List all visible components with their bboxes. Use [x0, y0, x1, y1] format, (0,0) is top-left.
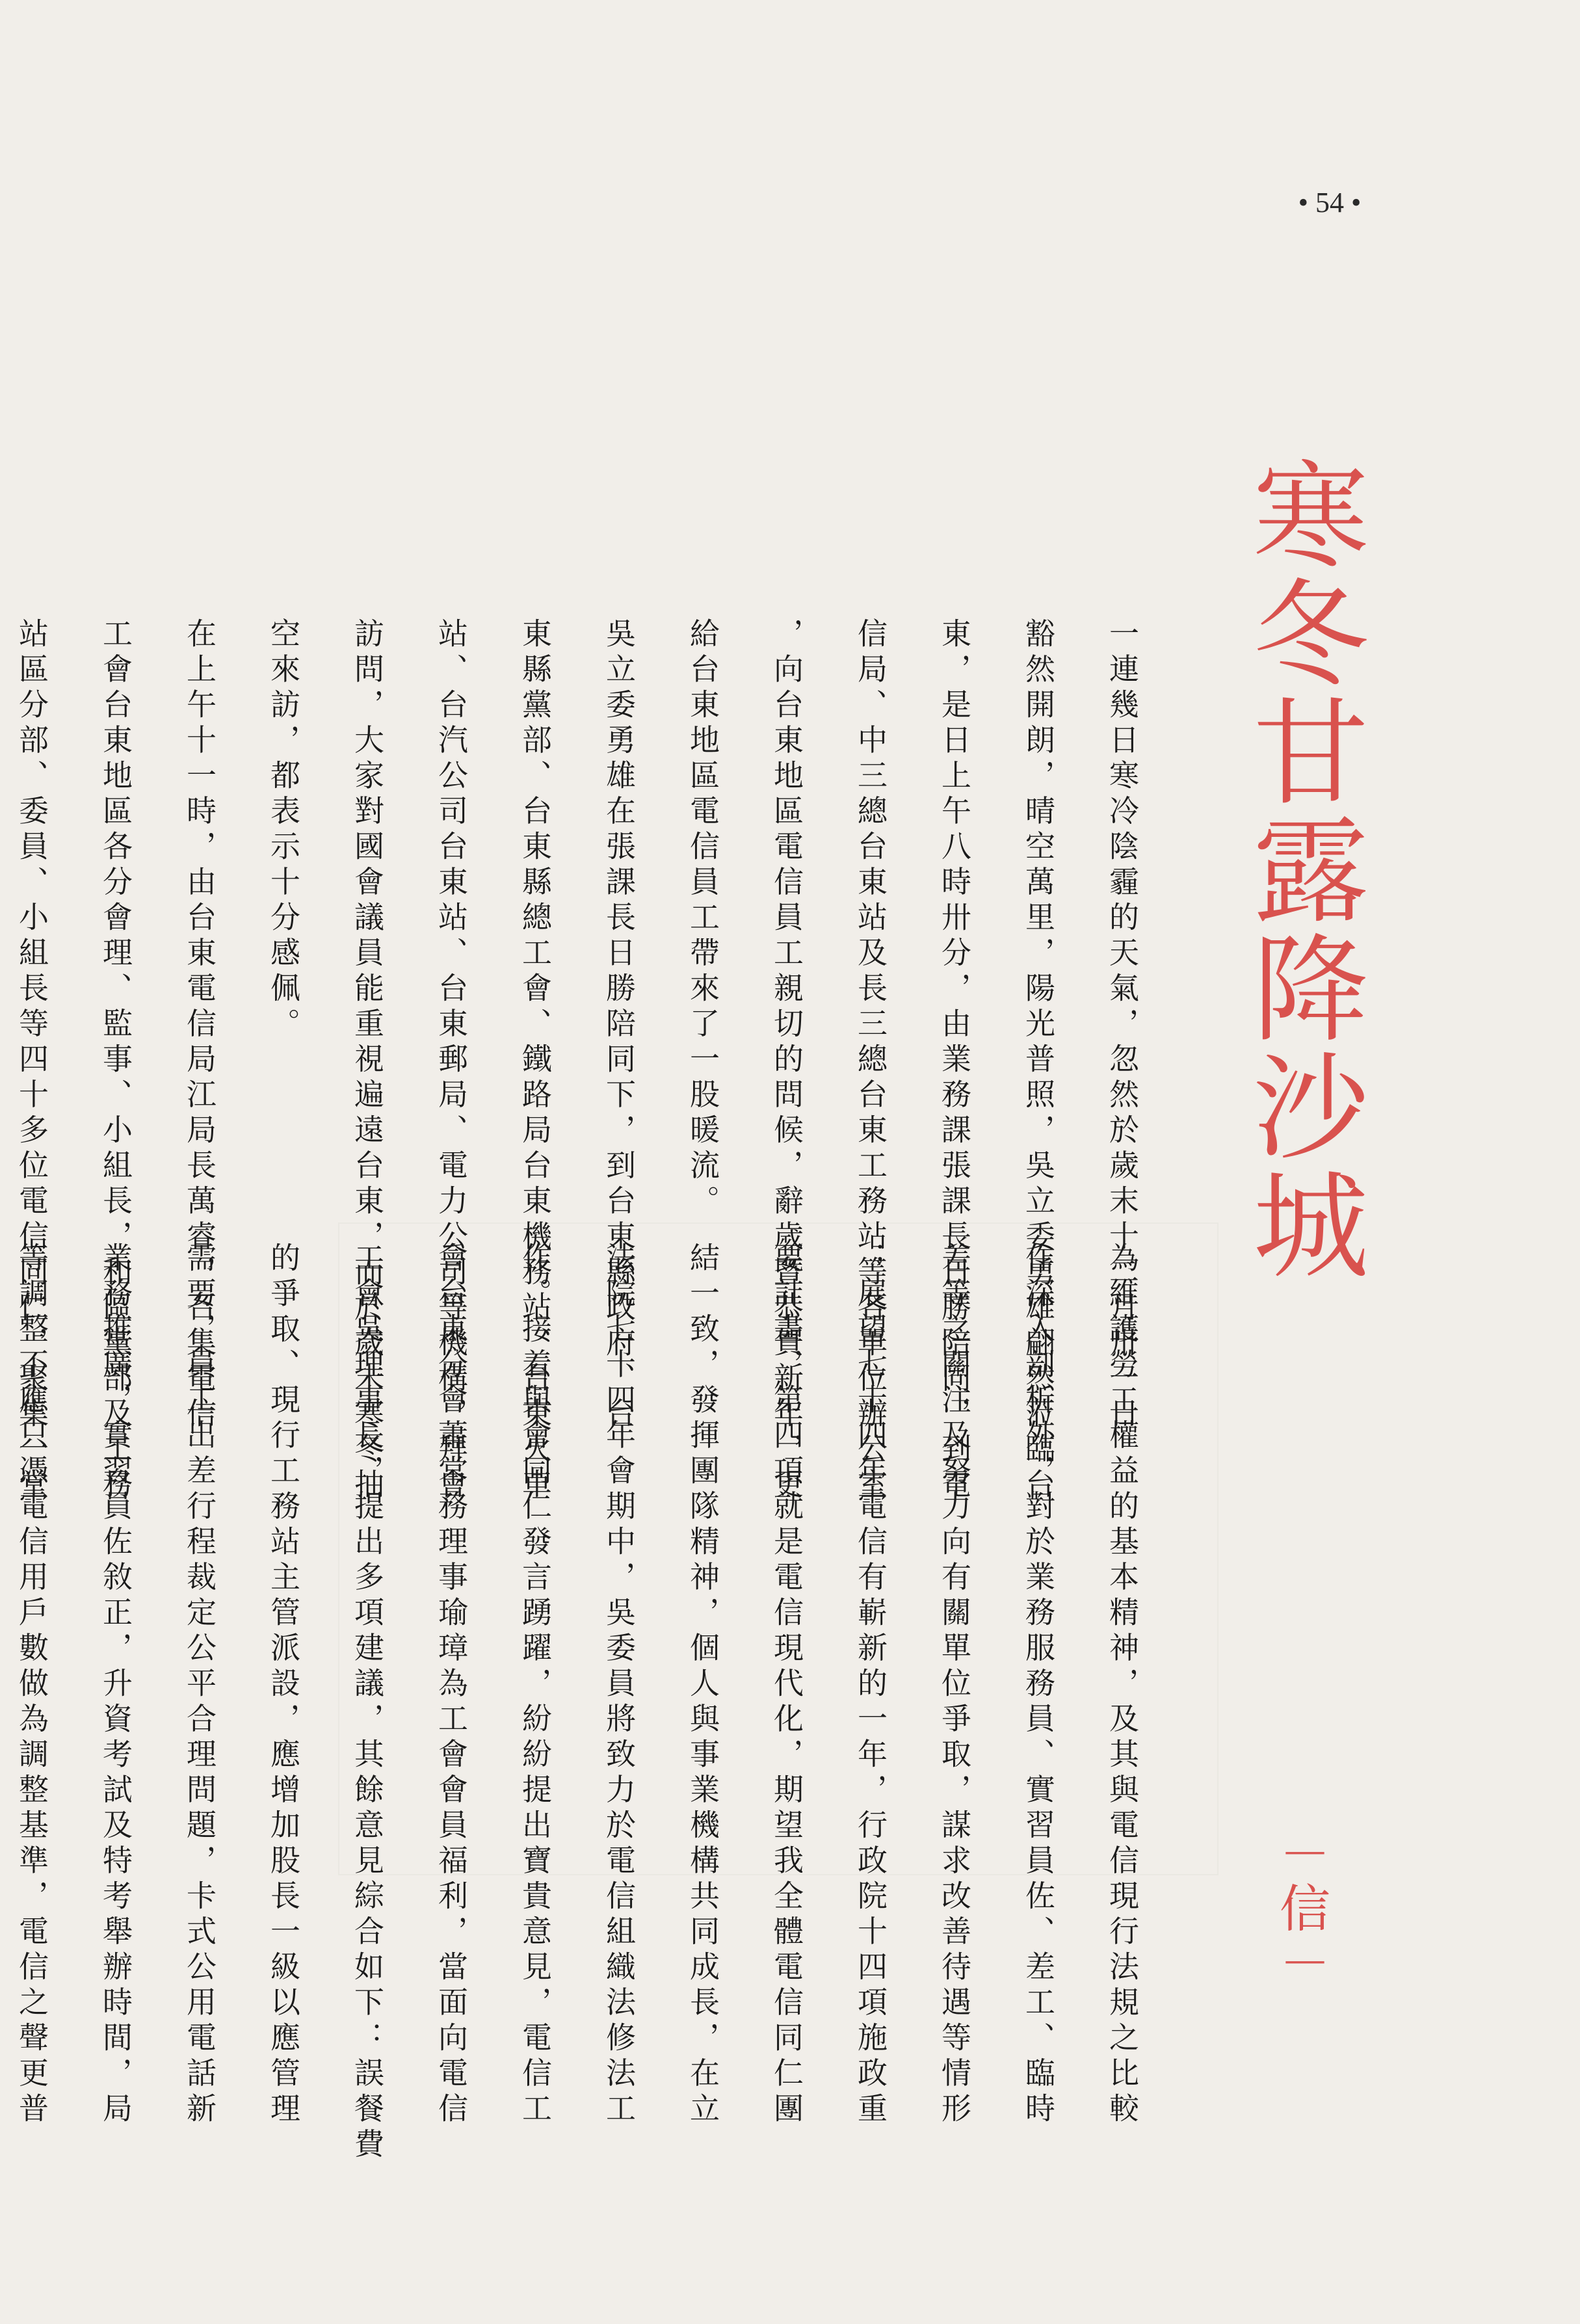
body-line: 東，是日上午八時卅分，由業務課張課長日勝陪同，到電 [937, 618, 972, 1504]
body-line: 站、台汽公司台東站、台東郵局、電力公司等機構，拜會 [434, 618, 469, 1504]
body-line: 會台東分會蕭常務理事瑜璋為工會會員福利，當面向電信 [434, 1242, 469, 2128]
body-line: 差等之關注及努力向有關單位爭取，謀求改善待遇等情形 [937, 1242, 972, 2128]
body-line: 法院七十四年會期中，吳委員將致力於電信組織法修法工 [601, 1242, 637, 2128]
article-author: －信－ [1271, 1827, 1330, 1991]
body-line: 給台東地區電信員工帶來了一股暖流。 [685, 618, 720, 1221]
body-line: 空來訪，都表示十分感佩。 [266, 618, 301, 1043]
article-title: 寒冬甘露降沙城 [1233, 455, 1368, 1284]
article-body-upper [14, 618, 1164, 1504]
page-number: • 54 • [1298, 187, 1362, 218]
body-line: 結一致，發揮團隊精神，個人與事業機構共同成長，在立 [685, 1242, 720, 2128]
body-line: 東縣黨部、台東縣總工會、鐵路局台東機務站、台東火車 [518, 618, 553, 1504]
body-line: 在上午十一時，由台東電信局江局長萬睿，召集電信 [182, 618, 217, 1433]
body-line: 業務推廣，實習員佐敘正，升資考試及特考舉辦時間，局 [98, 1242, 133, 2128]
body-line: 豁然開朗，晴空萬里，陽光普照，吳立委勇雄翩然蒞臨台 [1021, 618, 1056, 1504]
body-line: 吳立委勇雄在張課長日勝陪同下，到台東縣政府、台 [601, 618, 637, 1433]
body-line: 的爭取、現行工務站主管派設，應增加股長一級以應管理 [266, 1242, 301, 2128]
body-line: 站區分部、委員、小組長等四十多位電信同仁，聚集一堂 [14, 618, 49, 1504]
body-line: 為維護勞工權益的基本精神，及其與電信現行法規之比較 [1105, 1242, 1140, 2128]
article-body-lower [14, 1242, 1164, 2204]
body-line: 訪問，大家對國會議員能重視遍遠台東，而於歲末寒冬抽 [350, 618, 385, 1504]
body-line: ；展望七十四年電信有嶄新的一年，行政院十四項施政重 [853, 1242, 888, 2128]
body-line: 工會台東地區各分會理、監事、小組長，和區黨部及工務 [98, 618, 133, 1504]
body-line: 等調整不應只憑電信用戶數做為調整基準，電信之聲更普 [14, 1242, 49, 2128]
body-line: 作深入剖析外，對於業務服務員、實習員佐、差工、臨時 [1021, 1242, 1056, 2128]
body-line: 要計畫，第四項就是電信現代化，期望我全體電信同仁團 [769, 1242, 804, 2128]
body-line: 工會吳理事長，提出多項建議，其餘意見綜合如下：誤餐費 [350, 1242, 385, 2163]
body-line: 作。接着與會同仁發言踴躍，紛紛提出寶貴意見，電信工 [518, 1242, 553, 2128]
body-line: 信局、中三總台東站及長三總台東工務站等各單位辦公室 [853, 618, 888, 1504]
body-line: 需要，員工出差行程裁定公平合理問題，卡式公用電話新 [182, 1242, 217, 2128]
body-line: ，向台東地區電信員工親切的問候，辭歲暨恭賀新年，更 [769, 618, 804, 1504]
body-line: 一連幾日寒冷陰霾的天氣，忽然於歲末十二月卅一日 [1105, 618, 1140, 1433]
